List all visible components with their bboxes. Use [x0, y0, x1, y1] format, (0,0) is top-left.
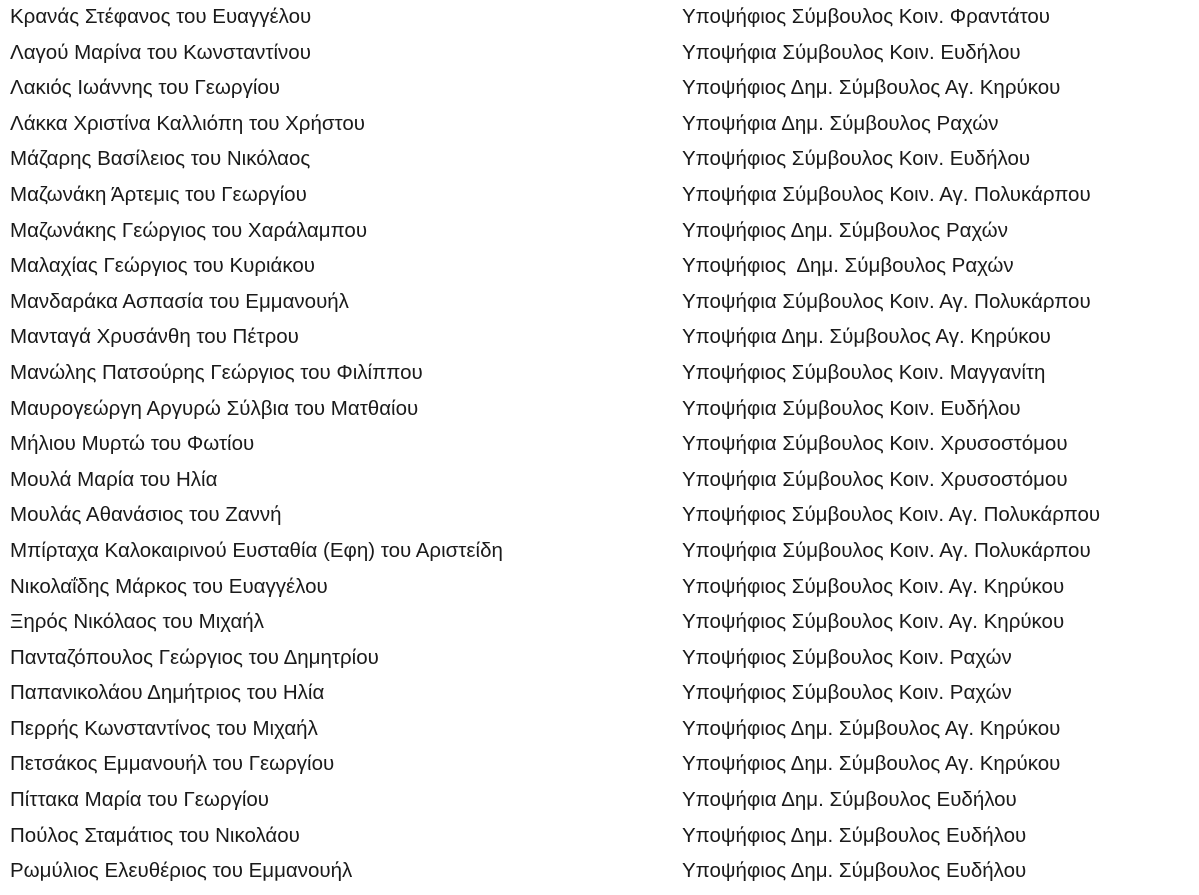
list-item — [0, 391, 1199, 427]
candidate-name: Πίττακα Μαρία του Γεωργίου — [10, 788, 269, 812]
candidate-name: Περρής Κωνσταντίνος του Μιχαήλ — [10, 716, 318, 740]
candidate-name: Μαζωνάκης Γεώργιος του Χαράλαμπου — [10, 218, 368, 242]
candidate-name: Πετσάκος Εμμανουήλ του Γεωργίου — [10, 752, 335, 776]
list-item — [0, 70, 1199, 106]
list-item — [0, 640, 1199, 676]
candidate-name: Μανώλης Πατσούρης Γεώργιος του Φιλίππου — [10, 360, 423, 384]
candidate-name: Μαυρογεώργη Αργυρώ Σύλβια του Ματθαίου — [10, 396, 419, 420]
list-item — [0, 462, 1199, 498]
candidate-name: Ξηρός Νικόλαος του Μιχαήλ — [10, 610, 264, 634]
candidate-role: Υποψήφια Σύμβουλος Κοιν. Ευδήλου — [682, 40, 1021, 64]
list-item — [0, 497, 1199, 533]
candidate-role: Υποψήφια Σύμβουλος Κοιν. Χρυσοστόμου — [682, 432, 1068, 456]
list-item — [0, 853, 1199, 889]
candidate-name: Πανταζόπουλος Γεώργιος του Δημητρίου — [10, 645, 379, 669]
list-item — [0, 355, 1199, 391]
list-item — [0, 177, 1199, 213]
candidate-name: Μπίρταχα Καλοκαιρινού Ευσταθία (Εφη) του Αριστείδη — [10, 538, 503, 562]
candidate-role: Υποψήφιος Δημ. Σύμβουλος Αγ. Κηρύκου — [682, 76, 1061, 100]
list-item — [0, 818, 1199, 854]
list-item — [0, 533, 1199, 569]
candidate-role: Υποψήφιος Δημ. Σύμβουλος Ευδήλου — [682, 859, 1027, 883]
candidate-name: Μαζωνάκη Άρτεμις του Γεωργίου — [10, 182, 307, 206]
candidate-role: Υποψήφιος Σύμβουλος Κοιν. Αγ. Πολυκάρπου — [682, 503, 1101, 527]
candidate-name: Λακιός Ιωάννης του Γεωργίου — [10, 76, 280, 100]
candidate-name: Νικολαΐδης Μάρκος του Ευαγγέλου — [10, 574, 328, 598]
list-item — [0, 213, 1199, 249]
list-item — [0, 604, 1199, 640]
list-item — [0, 746, 1199, 782]
candidate-role: Υποψήφια Σύμβουλος Κοιν. Ευδήλου — [682, 396, 1021, 420]
candidate-name: Μανδαράκα Ασπασία του Εμμανουήλ — [10, 289, 349, 313]
candidate-name: Μουλάς Αθανάσιος του Ζαννή — [10, 503, 282, 527]
list-item — [0, 426, 1199, 462]
candidate-role: Υποψήφιος Σύμβουλος Κοιν. Ευδήλου — [682, 147, 1031, 171]
candidate-role: Υποψήφιος Σύμβουλος Κοιν. Ραχών — [682, 681, 1012, 705]
candidate-name: Μάζαρης Βασίλειος του Νικόλαος — [10, 147, 311, 171]
candidate-role: Υποψήφιος Σύμβουλος Κοιν. Ραχών — [682, 645, 1012, 669]
candidate-role: Υποψήφια Σύμβουλος Κοιν. Αγ. Πολυκάρπου — [682, 182, 1091, 206]
candidate-role: Υποψήφιος Σύμβουλος Κοιν. Φραντάτου — [682, 5, 1050, 28]
list-item — [0, 141, 1199, 177]
candidate-role: Υποψήφιος Δημ. Σύμβουλος Ραχών — [682, 218, 1008, 242]
list-item — [0, 106, 1199, 142]
candidate-role: Υποψήφιος Δημ. Σύμβουλος Αγ. Κηρύκου — [682, 716, 1061, 740]
list-item — [0, 248, 1199, 284]
list-item — [0, 675, 1199, 711]
candidate-role: Υποψήφια Σύμβουλος Κοιν. Αγ. Πολυκάρπου — [682, 538, 1091, 562]
candidate-role: Υποψήφιος Σύμβουλος Κοιν. Αγ. Κηρύκου — [682, 574, 1065, 598]
list-item — [0, 35, 1199, 71]
candidate-name: Ρωμύλιος Ελευθέριος του Εμμανουήλ — [10, 859, 353, 883]
list-item — [0, 711, 1199, 747]
candidate-role: Υποψήφια Δημ. Σύμβουλος Ραχών — [682, 111, 999, 135]
candidate-name: Μαλαχίας Γεώργιος του Κυριάκου — [10, 254, 316, 278]
list-item — [0, 569, 1199, 605]
list-item — [0, 284, 1199, 320]
candidate-name: Πούλος Σταμάτιος του Νικολάου — [10, 823, 300, 847]
candidate-role: Υποψήφια Σύμβουλος Κοιν. Αγ. Πολυκάρπου — [682, 289, 1091, 313]
candidate-name: Κρανάς Στέφανος του Ευαγγέλου — [10, 5, 312, 28]
list-item — [0, 782, 1199, 818]
candidate-role: Υποψήφιος Δημ. Σύμβουλος Αγ. Κηρύκου — [682, 752, 1061, 776]
candidate-role: Υποψήφια Δημ. Σύμβουλος Αγ. Κηρύκου — [682, 325, 1051, 349]
candidate-name: Λαγού Μαρίνα του Κωνσταντίνου — [10, 40, 311, 64]
candidate-name: Λάκκα Χριστίνα Καλλιόπη του Χρήστου — [10, 111, 365, 135]
candidate-name: Μουλά Μαρία του Ηλία — [10, 467, 218, 491]
candidate-role: Υποψήφια Σύμβουλος Κοιν. Χρυσοστόμου — [682, 467, 1068, 491]
candidate-role: Υποψήφιος Σύμβουλος Κοιν. Μαγγανίτη — [682, 360, 1046, 384]
candidate-role: Υποψήφιος Δημ. Σύμβουλος Ευδήλου — [682, 823, 1027, 847]
candidate-name: Μήλιου Μυρτώ του Φωτίου — [10, 432, 255, 456]
list-item — [0, 319, 1199, 355]
candidate-name: Μανταγά Χρυσάνθη του Πέτρου — [10, 325, 299, 349]
candidate-name: Παπανικολάου Δημήτριος του Ηλία — [10, 681, 325, 705]
list-item — [0, 0, 1199, 35]
candidate-role: Υποψήφιος Δημ. Σύμβουλος Ραχών — [682, 254, 1014, 278]
candidate-role: Υποψήφια Δημ. Σύμβουλος Ευδήλου — [682, 788, 1017, 812]
candidate-role: Υποψήφιος Σύμβουλος Κοιν. Αγ. Κηρύκου — [682, 610, 1065, 634]
